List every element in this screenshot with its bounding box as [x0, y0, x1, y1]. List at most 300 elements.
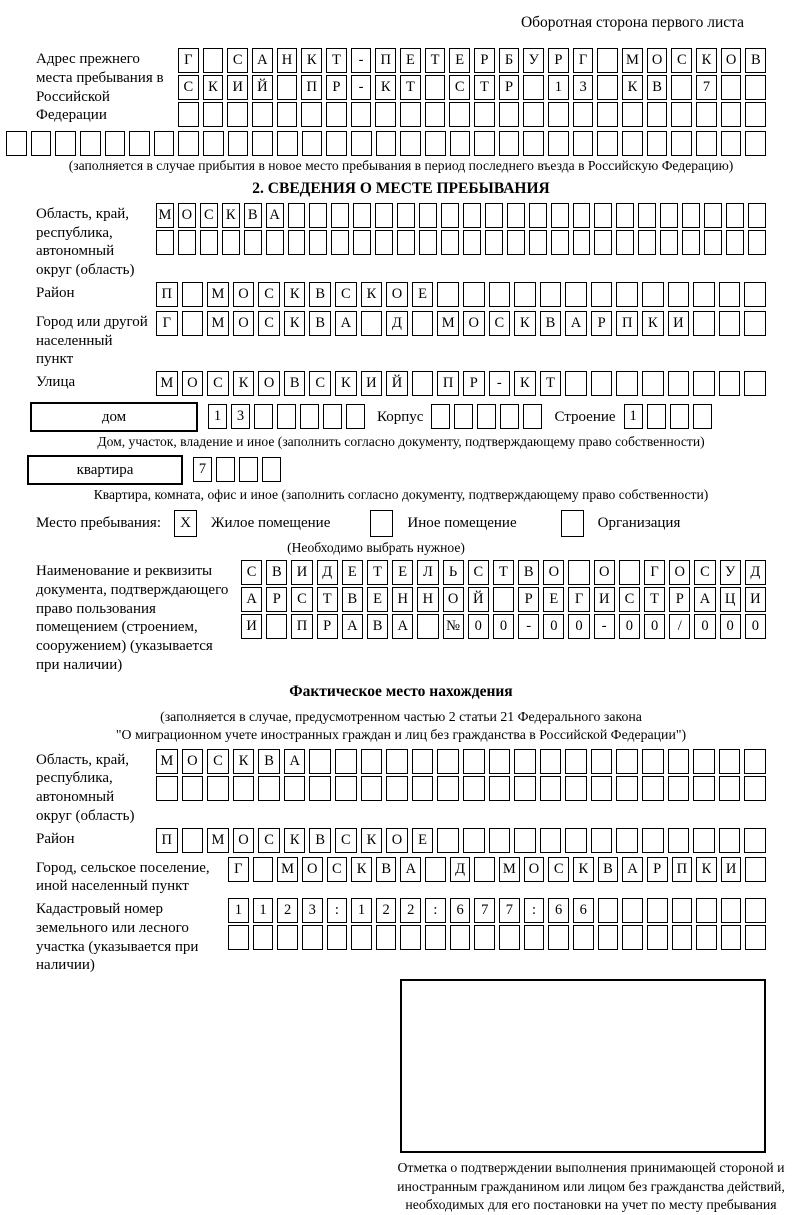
char-cell[interactable] [300, 404, 319, 429]
char-cell[interactable]: В [367, 614, 388, 639]
char-cell[interactable]: М [207, 311, 229, 336]
char-cell[interactable] [489, 828, 511, 853]
char-cell[interactable] [182, 828, 204, 853]
char-cell[interactable] [499, 925, 520, 950]
char-cell[interactable]: К [222, 203, 240, 228]
char-cell[interactable]: С [694, 560, 715, 585]
char-cell[interactable]: У [720, 560, 741, 585]
char-cell[interactable] [719, 828, 741, 853]
char-cell[interactable]: 2 [277, 898, 298, 923]
char-cell[interactable] [361, 749, 383, 774]
char-cell[interactable] [551, 203, 569, 228]
char-cell[interactable] [598, 925, 619, 950]
char-cell[interactable] [597, 48, 618, 73]
char-cell[interactable]: К [233, 371, 255, 396]
char-cell[interactable]: О [721, 48, 742, 73]
char-cell[interactable] [598, 898, 619, 923]
char-cell[interactable] [642, 282, 664, 307]
char-cell[interactable]: С [327, 857, 348, 882]
char-cell[interactable]: С [207, 371, 229, 396]
char-cell[interactable]: Г [644, 560, 665, 585]
char-cell[interactable] [485, 203, 503, 228]
char-cell[interactable]: Д [745, 560, 766, 585]
char-cell[interactable]: В [342, 587, 363, 612]
char-cell[interactable] [668, 776, 690, 801]
char-cell[interactable] [642, 749, 664, 774]
char-cell[interactable]: М [499, 857, 520, 882]
char-cell[interactable]: Е [367, 587, 388, 612]
char-cell[interactable] [474, 102, 495, 127]
char-cell[interactable]: С [241, 560, 262, 585]
char-cell[interactable]: С [291, 587, 312, 612]
char-cell[interactable] [277, 404, 296, 429]
char-cell[interactable]: Й [252, 75, 273, 100]
char-cell[interactable] [335, 749, 357, 774]
char-cell[interactable]: 3 [573, 75, 594, 100]
char-cell[interactable]: К [514, 311, 536, 336]
char-cell[interactable] [450, 131, 471, 156]
char-cell[interactable] [425, 857, 446, 882]
char-cell[interactable]: / [669, 614, 690, 639]
char-cell[interactable]: К [375, 75, 396, 100]
char-cell[interactable] [523, 102, 544, 127]
char-cell[interactable]: - [594, 614, 615, 639]
char-cell[interactable] [591, 776, 613, 801]
char-cell[interactable]: А [565, 311, 587, 336]
char-cell[interactable] [156, 776, 178, 801]
char-cell[interactable] [203, 102, 224, 127]
char-cell[interactable] [178, 131, 199, 156]
char-cell[interactable] [744, 311, 766, 336]
char-cell[interactable]: 0 [568, 614, 589, 639]
char-cell[interactable] [721, 102, 742, 127]
char-cell[interactable]: С [619, 587, 640, 612]
char-cell[interactable]: Е [342, 560, 363, 585]
char-cell[interactable] [693, 776, 715, 801]
char-cell[interactable] [642, 371, 664, 396]
char-cell[interactable]: : [425, 898, 446, 923]
char-cell[interactable] [616, 776, 638, 801]
char-cell[interactable]: П [375, 48, 396, 73]
char-cell[interactable]: К [361, 282, 383, 307]
char-cell[interactable]: С [489, 311, 511, 336]
char-cell[interactable] [719, 371, 741, 396]
char-cell[interactable]: К [696, 48, 717, 73]
char-cell[interactable] [668, 749, 690, 774]
char-cell[interactable]: Р [647, 857, 668, 882]
char-cell[interactable] [463, 282, 485, 307]
char-cell[interactable] [647, 404, 666, 429]
char-cell[interactable]: О [443, 587, 464, 612]
char-cell[interactable]: С [178, 75, 199, 100]
char-cell[interactable]: Р [463, 371, 485, 396]
char-cell[interactable] [376, 131, 397, 156]
char-cell[interactable]: С [335, 828, 357, 853]
char-cell[interactable] [719, 776, 741, 801]
char-cell[interactable]: 0 [720, 614, 741, 639]
char-cell[interactable] [514, 776, 536, 801]
char-cell[interactable]: Р [518, 587, 539, 612]
char-cell[interactable]: О [178, 203, 196, 228]
char-cell[interactable] [353, 203, 371, 228]
char-cell[interactable] [565, 828, 587, 853]
char-cell[interactable] [591, 828, 613, 853]
char-cell[interactable] [597, 102, 618, 127]
char-cell[interactable] [748, 230, 766, 255]
char-cell[interactable] [726, 230, 744, 255]
char-cell[interactable]: К [284, 282, 306, 307]
char-cell[interactable]: О [233, 311, 255, 336]
char-cell[interactable] [419, 230, 437, 255]
char-cell[interactable] [203, 48, 224, 73]
char-cell[interactable]: 1 [253, 898, 274, 923]
char-cell[interactable]: В [258, 749, 280, 774]
char-cell[interactable]: 6 [450, 898, 471, 923]
char-cell[interactable] [397, 230, 415, 255]
char-cell[interactable] [228, 925, 249, 950]
char-cell[interactable] [540, 749, 562, 774]
char-cell[interactable]: Б [499, 48, 520, 73]
char-cell[interactable]: А [622, 857, 643, 882]
char-cell[interactable] [721, 925, 742, 950]
char-cell[interactable]: К [284, 311, 306, 336]
checkbox-other-premises[interactable] [370, 510, 393, 537]
char-cell[interactable] [622, 102, 643, 127]
char-cell[interactable]: К [335, 371, 357, 396]
checkbox-organization[interactable] [561, 510, 584, 537]
char-cell[interactable] [417, 614, 438, 639]
char-cell[interactable] [239, 457, 258, 482]
char-cell[interactable] [474, 925, 495, 950]
char-cell[interactable] [693, 371, 715, 396]
char-cell[interactable]: Г [156, 311, 178, 336]
char-cell[interactable] [419, 203, 437, 228]
char-cell[interactable]: Е [412, 282, 434, 307]
char-cell[interactable] [719, 311, 741, 336]
char-cell[interactable]: О [543, 560, 564, 585]
char-cell[interactable] [594, 203, 612, 228]
char-cell[interactable]: Р [548, 48, 569, 73]
char-cell[interactable] [400, 925, 421, 950]
char-cell[interactable] [573, 230, 591, 255]
char-cell[interactable] [573, 102, 594, 127]
char-cell[interactable] [6, 131, 27, 156]
char-cell[interactable]: Г [178, 48, 199, 73]
char-cell[interactable]: Н [277, 48, 298, 73]
char-cell[interactable] [745, 75, 766, 100]
char-cell[interactable]: О [524, 857, 545, 882]
char-cell[interactable]: Т [644, 587, 665, 612]
char-cell[interactable] [551, 230, 569, 255]
char-cell[interactable] [376, 925, 397, 950]
char-cell[interactable]: С [258, 282, 280, 307]
char-cell[interactable]: А [266, 203, 284, 228]
char-cell[interactable] [682, 230, 700, 255]
char-cell[interactable] [647, 131, 668, 156]
char-cell[interactable]: О [233, 282, 255, 307]
char-cell[interactable]: И [227, 75, 248, 100]
char-cell[interactable]: О [386, 828, 408, 853]
char-cell[interactable] [437, 282, 459, 307]
char-cell[interactable] [437, 749, 459, 774]
char-cell[interactable] [548, 131, 569, 156]
char-cell[interactable] [437, 776, 459, 801]
char-cell[interactable]: Т [474, 75, 495, 100]
char-cell[interactable] [745, 102, 766, 127]
char-cell[interactable]: И [291, 560, 312, 585]
char-cell[interactable] [31, 131, 52, 156]
char-cell[interactable]: О [233, 828, 255, 853]
char-cell[interactable] [302, 925, 323, 950]
char-cell[interactable] [178, 230, 196, 255]
char-cell[interactable] [744, 776, 766, 801]
char-cell[interactable] [745, 857, 766, 882]
char-cell[interactable] [744, 371, 766, 396]
char-cell[interactable]: Д [450, 857, 471, 882]
char-cell[interactable] [129, 131, 150, 156]
char-cell[interactable]: С [468, 560, 489, 585]
checkbox-residential[interactable]: X [174, 510, 197, 537]
char-cell[interactable] [693, 749, 715, 774]
char-cell[interactable]: И [361, 371, 383, 396]
char-cell[interactable] [565, 282, 587, 307]
char-cell[interactable] [182, 282, 204, 307]
char-cell[interactable]: С [449, 75, 470, 100]
char-cell[interactable] [616, 371, 638, 396]
char-cell[interactable]: О [594, 560, 615, 585]
char-cell[interactable] [228, 131, 249, 156]
char-cell[interactable] [616, 749, 638, 774]
char-cell[interactable] [619, 560, 640, 585]
char-cell[interactable] [514, 749, 536, 774]
char-cell[interactable]: М [277, 857, 298, 882]
char-cell[interactable]: М [207, 282, 229, 307]
char-cell[interactable] [660, 203, 678, 228]
char-cell[interactable] [489, 282, 511, 307]
char-cell[interactable] [565, 371, 587, 396]
char-cell[interactable] [361, 776, 383, 801]
char-cell[interactable] [400, 131, 421, 156]
char-cell[interactable]: Т [326, 48, 347, 73]
char-cell[interactable]: Т [317, 587, 338, 612]
char-cell[interactable] [668, 828, 690, 853]
char-cell[interactable] [323, 404, 342, 429]
char-cell[interactable]: В [309, 282, 331, 307]
char-cell[interactable] [277, 925, 298, 950]
char-cell[interactable] [252, 102, 273, 127]
char-cell[interactable] [309, 230, 327, 255]
char-cell[interactable] [301, 102, 322, 127]
char-cell[interactable]: М [437, 311, 459, 336]
char-cell[interactable]: М [622, 48, 643, 73]
char-cell[interactable]: 0 [694, 614, 715, 639]
char-cell[interactable]: Г [568, 587, 589, 612]
char-cell[interactable]: Е [392, 560, 413, 585]
char-cell[interactable] [693, 311, 715, 336]
char-cell[interactable] [449, 102, 470, 127]
char-cell[interactable] [696, 131, 717, 156]
char-cell[interactable] [622, 925, 643, 950]
char-cell[interactable] [55, 131, 76, 156]
char-cell[interactable]: С [227, 48, 248, 73]
char-cell[interactable] [744, 828, 766, 853]
char-cell[interactable]: И [241, 614, 262, 639]
char-cell[interactable]: О [463, 311, 485, 336]
char-cell[interactable] [523, 404, 542, 429]
char-cell[interactable] [262, 457, 281, 482]
char-cell[interactable] [288, 230, 306, 255]
char-cell[interactable]: О [669, 560, 690, 585]
char-cell[interactable] [523, 75, 544, 100]
char-cell[interactable] [638, 203, 656, 228]
char-cell[interactable] [721, 75, 742, 100]
char-cell[interactable]: С [258, 828, 280, 853]
char-cell[interactable]: 7 [696, 75, 717, 100]
char-cell[interactable]: О [258, 371, 280, 396]
char-cell[interactable]: М [156, 203, 174, 228]
char-cell[interactable]: Г [573, 48, 594, 73]
char-cell[interactable]: А [400, 857, 421, 882]
char-cell[interactable] [441, 203, 459, 228]
char-cell[interactable] [597, 131, 618, 156]
char-cell[interactable]: А [252, 48, 273, 73]
char-cell[interactable] [105, 131, 126, 156]
char-cell[interactable]: О [386, 282, 408, 307]
char-cell[interactable]: 0 [619, 614, 640, 639]
char-cell[interactable] [507, 230, 525, 255]
char-cell[interactable]: 1 [351, 898, 372, 923]
char-cell[interactable]: 3 [231, 404, 250, 429]
char-cell[interactable] [489, 776, 511, 801]
char-cell[interactable]: 6 [573, 898, 594, 923]
char-cell[interactable]: И [668, 311, 690, 336]
char-cell[interactable] [529, 230, 547, 255]
char-cell[interactable] [704, 230, 722, 255]
char-cell[interactable]: 0 [644, 614, 665, 639]
char-cell[interactable] [326, 131, 347, 156]
char-cell[interactable] [207, 776, 229, 801]
char-cell[interactable]: 0 [745, 614, 766, 639]
char-cell[interactable]: И [721, 857, 742, 882]
char-cell[interactable] [386, 749, 408, 774]
char-cell[interactable] [660, 230, 678, 255]
char-cell[interactable] [277, 75, 298, 100]
char-cell[interactable]: П [301, 75, 322, 100]
char-cell[interactable]: К [351, 857, 372, 882]
char-cell[interactable] [622, 131, 643, 156]
char-cell[interactable] [540, 776, 562, 801]
char-cell[interactable] [647, 102, 668, 127]
char-cell[interactable] [200, 230, 218, 255]
char-cell[interactable]: - [489, 371, 511, 396]
char-cell[interactable]: К [573, 857, 594, 882]
char-cell[interactable]: И [594, 587, 615, 612]
char-cell[interactable] [540, 828, 562, 853]
char-cell[interactable] [474, 857, 495, 882]
char-cell[interactable] [327, 925, 348, 950]
char-cell[interactable]: Т [493, 560, 514, 585]
char-cell[interactable] [351, 131, 372, 156]
char-cell[interactable]: № [443, 614, 464, 639]
char-cell[interactable]: С [548, 857, 569, 882]
char-cell[interactable]: У [523, 48, 544, 73]
char-cell[interactable]: 0 [493, 614, 514, 639]
char-cell[interactable]: К [284, 828, 306, 853]
char-cell[interactable] [726, 203, 744, 228]
char-cell[interactable]: Р [326, 75, 347, 100]
char-cell[interactable] [309, 749, 331, 774]
char-cell[interactable]: - [351, 48, 372, 73]
char-cell[interactable] [672, 898, 693, 923]
char-cell[interactable] [616, 203, 634, 228]
char-cell[interactable] [565, 776, 587, 801]
char-cell[interactable] [252, 131, 273, 156]
char-cell[interactable] [647, 925, 668, 950]
char-cell[interactable] [647, 898, 668, 923]
char-cell[interactable]: 1 [548, 75, 569, 100]
char-cell[interactable]: Н [392, 587, 413, 612]
char-cell[interactable] [266, 614, 287, 639]
char-cell[interactable]: Т [367, 560, 388, 585]
char-cell[interactable] [573, 131, 594, 156]
char-cell[interactable]: С [207, 749, 229, 774]
char-cell[interactable] [616, 828, 638, 853]
char-cell[interactable] [353, 230, 371, 255]
char-cell[interactable] [258, 776, 280, 801]
char-cell[interactable] [565, 749, 587, 774]
char-cell[interactable] [696, 898, 717, 923]
char-cell[interactable]: О [647, 48, 668, 73]
char-cell[interactable]: К [203, 75, 224, 100]
char-cell[interactable]: Е [400, 48, 421, 73]
char-cell[interactable] [254, 404, 273, 429]
char-cell[interactable]: В [284, 371, 306, 396]
char-cell[interactable] [489, 749, 511, 774]
char-cell[interactable]: 1 [228, 898, 249, 923]
char-cell[interactable] [668, 282, 690, 307]
char-cell[interactable] [514, 282, 536, 307]
char-cell[interactable]: - [351, 75, 372, 100]
char-cell[interactable] [719, 749, 741, 774]
char-cell[interactable] [425, 102, 446, 127]
char-cell[interactable] [668, 371, 690, 396]
char-cell[interactable] [548, 102, 569, 127]
char-cell[interactable]: Р [474, 48, 495, 73]
char-cell[interactable]: С [671, 48, 692, 73]
char-cell[interactable] [704, 203, 722, 228]
char-cell[interactable]: 1 [208, 404, 227, 429]
char-cell[interactable] [253, 925, 274, 950]
char-cell[interactable] [463, 230, 481, 255]
char-cell[interactable] [309, 776, 331, 801]
char-cell[interactable] [744, 282, 766, 307]
char-cell[interactable] [682, 203, 700, 228]
char-cell[interactable] [454, 404, 473, 429]
char-cell[interactable] [638, 230, 656, 255]
char-cell[interactable] [719, 282, 741, 307]
char-cell[interactable]: С [309, 371, 331, 396]
char-cell[interactable]: О [182, 749, 204, 774]
char-cell[interactable] [745, 131, 766, 156]
char-cell[interactable] [696, 925, 717, 950]
char-cell[interactable]: 6 [548, 898, 569, 923]
char-cell[interactable] [216, 457, 235, 482]
char-cell[interactable]: Е [449, 48, 470, 73]
char-cell[interactable] [671, 102, 692, 127]
char-cell[interactable] [277, 131, 298, 156]
char-cell[interactable] [573, 925, 594, 950]
char-cell[interactable]: 0 [543, 614, 564, 639]
